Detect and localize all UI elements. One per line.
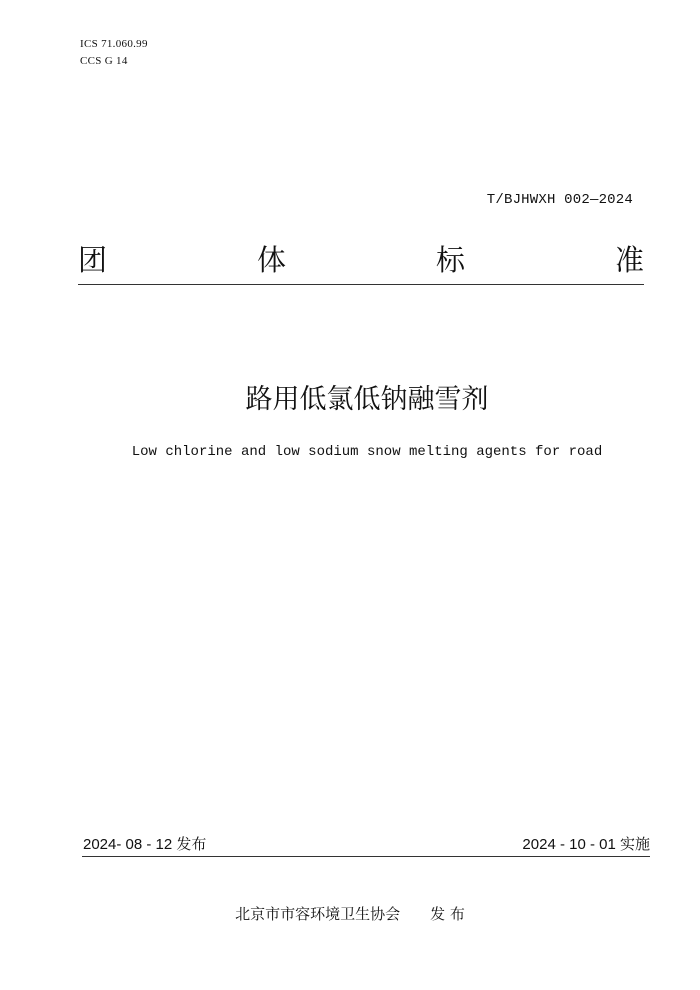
- category-char: 体: [256, 243, 286, 277]
- publisher-line: [0, 904, 700, 924]
- publisher-name: 北京市市容环境卫生协会: [235, 905, 401, 923]
- header-divider: [78, 284, 644, 285]
- issue-date: 2024- 08 - 12 发布: [83, 836, 207, 853]
- publisher-action: 发 布: [430, 905, 465, 923]
- category-char: 团: [78, 243, 108, 277]
- category-char: 标: [435, 243, 465, 277]
- ics-code: ICS 71.060.99: [80, 38, 148, 50]
- footer-divider: [82, 856, 650, 857]
- document-title-english: Low chlorine and low sodium snow melting agents for road: [131, 444, 603, 460]
- document-title: 路用低氯低钠融雪剂: [245, 384, 489, 415]
- standard-number: T/BJHWXH 002—2024: [486, 192, 633, 208]
- standard-category: [78, 243, 644, 277]
- classification-block: [80, 36, 148, 70]
- implementation-date: 2024 - 10 - 01 实施: [522, 836, 650, 853]
- ccs-code: CCS G 14: [80, 55, 128, 67]
- category-char: 准: [614, 243, 644, 277]
